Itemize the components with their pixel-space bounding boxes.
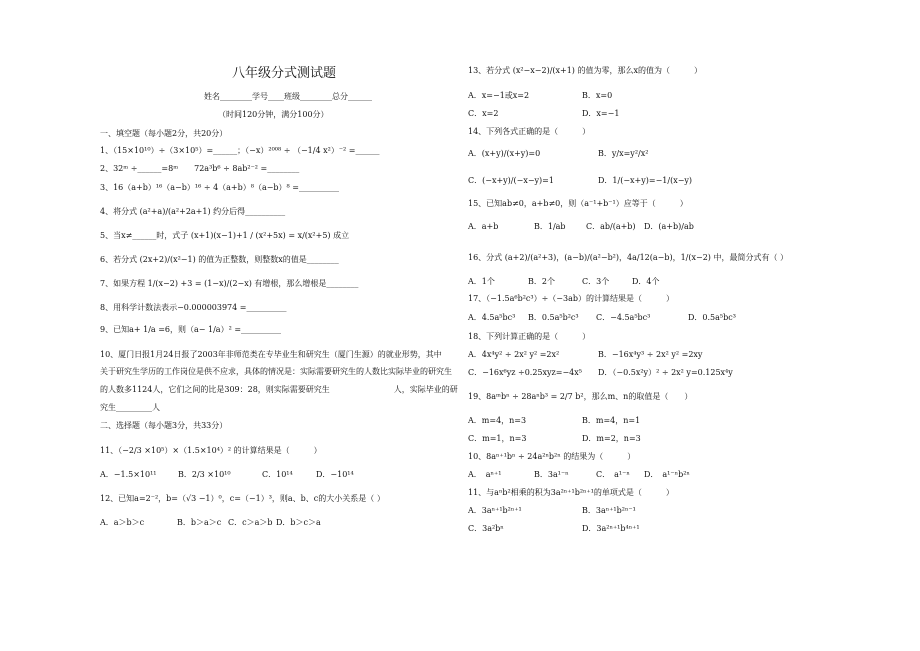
q12-option-c: C．c＞a＞b <box>228 518 273 527</box>
question-14: 14、下列各式正确的是（ ） <box>468 127 591 136</box>
question-2: 2、32ᵐ ÷______=8ᵐ 72a³b⁶ ÷ 8ab²⁻² =________ <box>100 164 300 173</box>
q16-option-a: A．1个 <box>468 277 495 286</box>
question-13: 13、若分式 (x²−x−2)/(x+1) 的值为零，那么x的值为（ ） <box>468 66 702 75</box>
q19-option-b: B．m=4，n=1 <box>582 416 641 425</box>
question-11-right: 11、与aⁿb²相乘的积为3a²ⁿ⁺¹b²ⁿ⁺¹的单项式是（ ） <box>468 488 674 497</box>
q11r-option-c: C．3a²bⁿ <box>468 524 504 533</box>
question-10-line-2: 关于研究生学历的工作岗位是供不应求，具体的情况是：实际需要研究生的人数比实际毕业的研究生 <box>100 367 452 376</box>
question-6: 6、若分式 (2x+2)/(x²−1) 的值为正整数，则整数x的值是________ <box>100 255 339 264</box>
section-fill-heading: 一、填空题（每小题2分，共20分） <box>100 129 228 138</box>
q13-option-b: B．x=0 <box>582 91 613 100</box>
q13-option-a: A．x=−1或x=2 <box>468 91 530 100</box>
q18-option-c: C．−16x⁶yz ÷0.25xyz=−4x⁵ <box>468 368 582 377</box>
q15-option-c: C．ab/(a+b) <box>586 222 636 231</box>
section-choice-heading: 二、选择题（每小题3分，共33分） <box>100 421 228 430</box>
q17-option-a: A．4.5a⁵bc³ <box>468 313 516 322</box>
q14-option-b: B．y/x=y²/x² <box>598 149 649 158</box>
q17-option-c: C．−4.5a⁵bc³ <box>596 313 651 322</box>
q15-option-a: A．a+b <box>468 222 499 231</box>
q13-option-c: C．x=2 <box>468 109 499 118</box>
q19-option-a: A．m=4，n=3 <box>468 416 527 425</box>
q11-option-c: C．10¹⁴ <box>262 470 293 479</box>
q10r-option-d: D． a¹⁻ⁿb²ⁿ <box>644 470 690 479</box>
q19-option-d: D．m=2，n=3 <box>582 434 641 443</box>
q14-option-a: A．(x+y)/(x+y)=0 <box>468 149 541 158</box>
q16-option-b: B．2个 <box>528 277 555 286</box>
q16-option-c: C．3个 <box>582 277 610 286</box>
question-10-line-3: 的人数多1124人，它们之间的比是309：28，则实际需要研究生 人，实际毕业的研 <box>100 385 458 394</box>
question-9: 9、已知a+ 1/a =6，则（a− 1/a）² =__________ <box>100 325 282 334</box>
question-10-line-1: 10、厦门日报1月24日报了2003年非师范类在专毕业生和研究生（厦门生源）的就业形势，其中 <box>100 350 442 359</box>
question-4: 4、将分式 (a²+a)/(a²+2a+1) 约分后得__________ <box>100 207 286 216</box>
question-18: 18、下列计算正确的是（ ） <box>468 332 591 341</box>
q19-option-c: C．m=1，n=3 <box>468 434 527 443</box>
q11r-option-b: B．3aⁿ⁺¹b²ⁿ⁻¹ <box>582 506 636 515</box>
q17-option-b: B．0.5a⁵b²c³ <box>528 313 579 322</box>
q12-option-d: D．b＞c＞a <box>276 518 321 527</box>
q11-option-b: B．2/3 ×10¹⁰ <box>178 470 231 479</box>
q11-option-d: D．−10¹⁴ <box>316 470 354 479</box>
q18-option-d: D．（−0.5x²y）² ÷ 2x² y=0.125x⁴y <box>598 368 733 377</box>
q10r-option-c: C． a¹⁻ⁿ <box>596 470 630 479</box>
question-10-line-4: 究生_________人 <box>100 403 160 412</box>
q10r-option-b: B．3a¹⁻ⁿ <box>534 470 569 479</box>
question-19: 19、8aᵐbⁿ ÷ 28aⁿb³ = 2/7 b²，那么m、n的取值是（ ） <box>468 392 693 401</box>
page-title: 八年级分式测试题 <box>232 66 337 81</box>
question-12: 12、已知a=2⁻²，b=（√3 −1）⁰，c=（−1）³，则a、b、c的大小关系是（ ） <box>100 494 385 503</box>
question-8: 8、用科学计数法表示−0.000003974 =__________ <box>100 303 287 312</box>
q14-option-c: C．(−x+y)/(−x−y)=1 <box>468 176 554 185</box>
q11r-option-d: D．3a²ⁿ⁺¹b⁴ⁿ⁺¹ <box>582 524 640 533</box>
q15-option-d: D．(a+b)/ab <box>644 222 694 231</box>
q15-option-b: B．1/ab <box>534 222 566 231</box>
q11-option-a: A．−1.5×10¹¹ <box>100 470 157 479</box>
q13-option-d: D．x=−1 <box>582 109 620 118</box>
q12-option-b: B．b＞a＞c <box>177 518 222 527</box>
q10r-option-a: A． aⁿ⁺¹ <box>468 470 502 479</box>
time-note: （时间120分钟，满分100分） <box>218 110 329 119</box>
question-11: 11、（−2/3 ×10⁵）×（1.5×10⁴）² 的计算结果是（ ） <box>100 446 322 455</box>
q16-option-d: D．4个 <box>632 277 660 286</box>
question-7: 7、如果方程 1/(x−2) +3 = (1−x)/(2−x) 有增根，那么增根是________ <box>100 279 359 288</box>
q17-option-d: D．0.5a⁵bc³ <box>688 313 736 322</box>
question-1: 1、（15×10¹⁰）÷（3×10⁵）=______；（−x）²⁰⁰⁸ ÷ （−1/4 x²）⁻² =______ <box>100 146 380 155</box>
question-17: 17、（−1.5a⁶b²c³）÷（−3ab）的计算结果是（ ） <box>468 294 674 303</box>
q14-option-d: D．1/(−x+y)=−1/(x−y) <box>598 176 693 185</box>
q18-option-b: B．−16x⁴y³ ÷ 2x² y² =2xy <box>598 350 703 359</box>
q18-option-a: A．4x⁴y² ÷ 2x² y² =2x² <box>468 350 560 359</box>
question-15: 15、已知ab≠0，a+b≠0，则（a⁻¹+b⁻¹）应等于（ ） <box>468 199 688 208</box>
question-16: 16、分式 (a+2)/(a²+3)，(a−b)/(a²−b²)，4a/12(a−b)，1/(x−2) 中，最简分式有（ ） <box>468 253 789 262</box>
student-info-line: 姓名________学号____班级________总分______ <box>204 92 372 101</box>
question-5: 5、当x≠______时，式子 (x+1)(x−1)+1 / (x²+5x) = x/(x²+5) 成立 <box>100 231 350 240</box>
question-3: 3、16（a+b）¹⁶（a−b）¹⁶ ÷ 4（a+b）⁸（a−b）⁸ =__________ <box>100 183 340 192</box>
question-10-right: 10、8aⁿ⁺¹bⁿ ÷ 24a²ⁿb²ⁿ 的结果为（ ） <box>468 452 636 461</box>
q11r-option-a: A．3aⁿ⁺¹b²ⁿ⁺¹ <box>468 506 522 515</box>
q12-option-a: A．a＞b＞c <box>100 518 145 527</box>
